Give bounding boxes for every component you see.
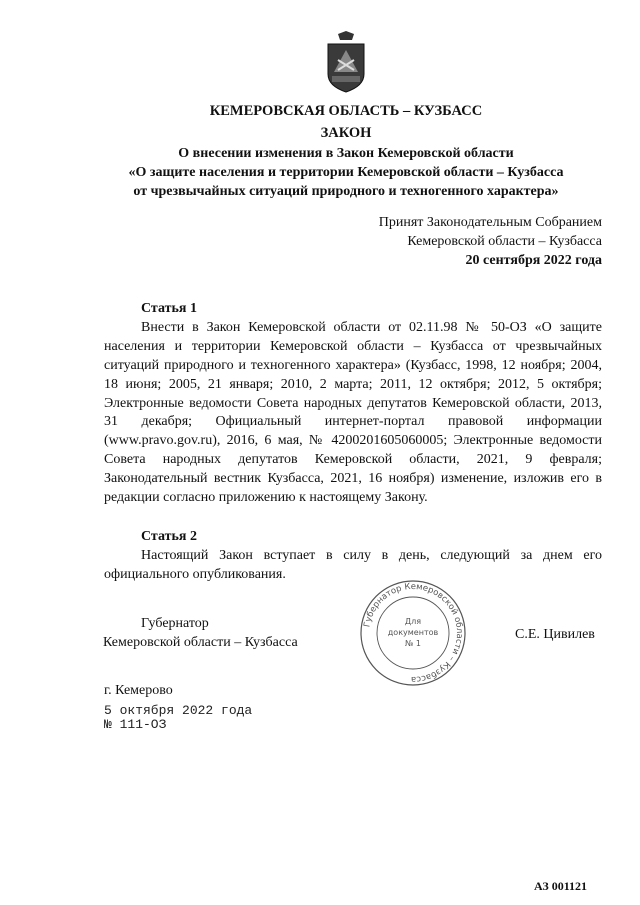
signatory-title: Губернатор <box>141 616 209 631</box>
document-type-heading: ЗАКОН <box>320 125 372 141</box>
article-1 <box>104 300 602 508</box>
law-title <box>0 144 640 201</box>
law-title-line: от чрезвычайных ситуаций природного и техногенного характера» <box>133 184 559 199</box>
signing-info <box>104 704 252 732</box>
article-2 <box>104 528 602 585</box>
signatory-position <box>103 614 298 652</box>
law-title-line: О внесении изменения в Закон Кемеровской области <box>178 146 514 161</box>
adoption-region-line: Кемеровской области – Кузбасса <box>407 234 602 249</box>
adoption-body-line: Принят Законодательным Собранием <box>378 215 602 230</box>
article-heading: Статья 2 <box>141 529 197 544</box>
article-text: Внести в Закон Кемеровской области от 02.11.98 № 50-ОЗ «О защите населения и территории Кемеровской области – Кузбасса от чрезвычайных ситуаций природного и техногенного характера» (Кузбасс, 1998, 12 ноября; 2004, 18 июня; 2005, 21 января; 2010, 2 марта; 2011, 12 октября; 2012, 5 октября; Электронные ведомости Совета народных депутатов Кемеровской области, 2013, 31 декабря; Официальный интернет-портал правовой информации (www.pravo.gov.ru), 2016, 6 мая, № 4200201605060005; Электронные ведомости Совета народных депутатов Кемеровской области, 2021, 9 февраля; Законодательный вестник Кузбасса, 2021, 16 ноября) изменение, изложив его в редакции согласно приложению к настоящему Закону. <box>104 319 602 506</box>
region-heading: КЕМЕРОВСКАЯ ОБЛАСТЬ – КУЗБАСС <box>209 103 483 119</box>
coat-of-arms-icon <box>324 30 368 94</box>
adoption-block <box>379 213 602 270</box>
stamp-ring-text: Губернатор Кемеровской области – Кузбасса <box>362 581 465 685</box>
stamp-number: № 1 <box>405 639 421 648</box>
law-title-line: «О защите населения и территории Кемеровской области – Кузбасса <box>128 165 564 180</box>
serial-number: АЗ 001121 <box>534 879 588 893</box>
stamp-center-text: документов <box>387 628 439 637</box>
law-number: № 111-ОЗ <box>104 717 167 732</box>
signatory-name: С.Е. Цивилев <box>515 627 595 642</box>
official-stamp <box>358 578 468 688</box>
article-heading: Статья 1 <box>141 301 197 316</box>
signatory-region: Кемеровской области – Кузбасса <box>103 635 298 650</box>
stamp-center-text: Для <box>404 617 422 626</box>
place-of-signing: г. Кемерово <box>104 683 173 698</box>
article-text: Настоящий Закон вступает в силу в день, следующий за днем его официального опубликования. <box>104 547 602 582</box>
adoption-date: 20 сентября 2022 года <box>465 253 602 268</box>
signing-date: 5 октября 2022 года <box>104 703 253 718</box>
